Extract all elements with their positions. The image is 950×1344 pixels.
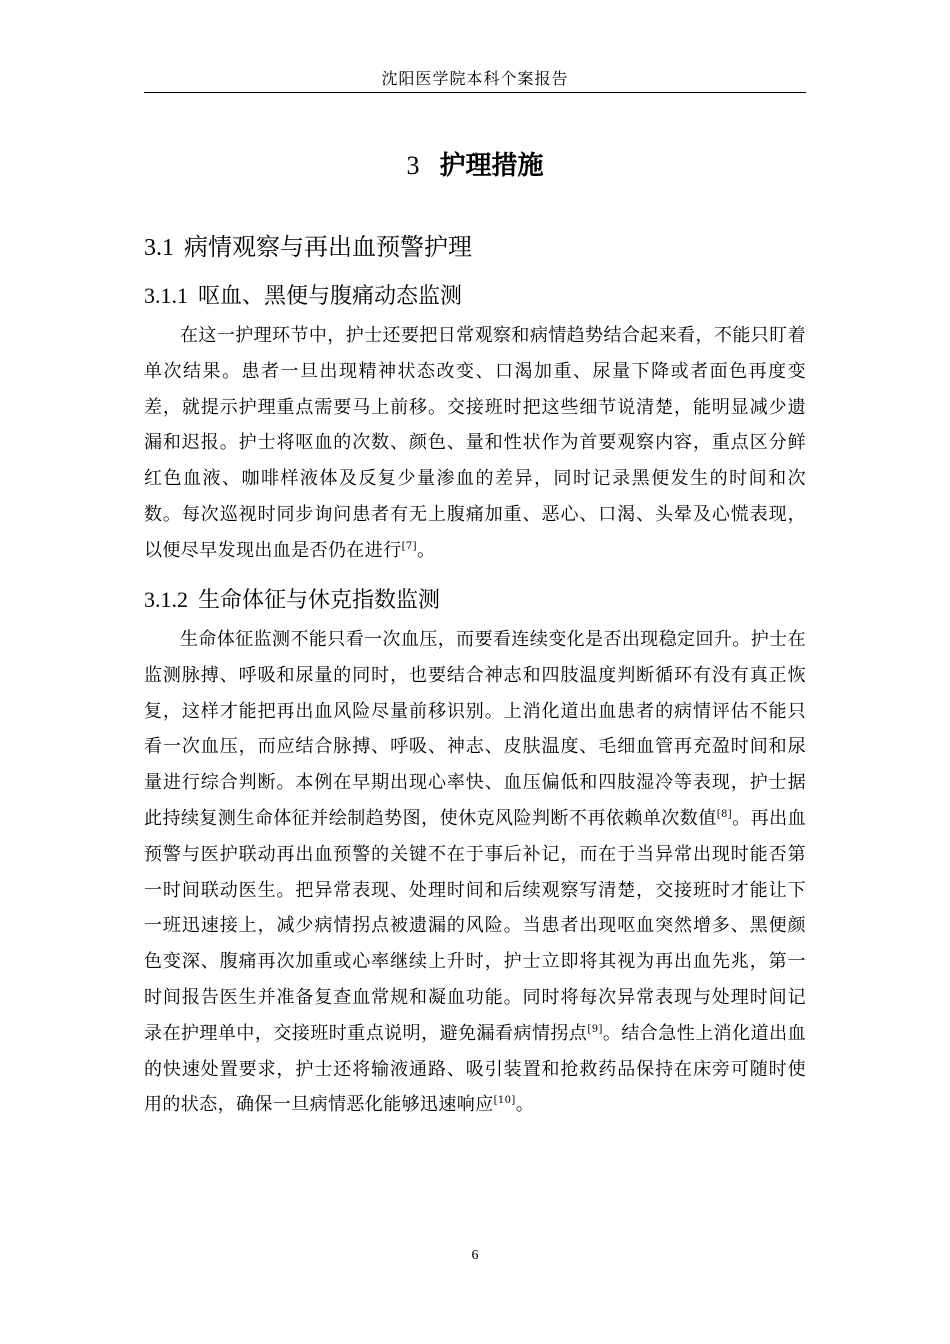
chapter-title-text: 护理措施	[439, 151, 544, 181]
text-segment: 生命体征监测不能只看一次血压，而要看连续变化是否出现稳定回升。护士在监测脉搏、呼吸和尿量的同时，也要结合神志和四肢温度判断循环有没有真正恢复，这样才能把再出血风险尽量前移识别。上消化道出血患者的病情评估不能只看一次血压，而应结合脉搏、呼吸、神志、皮肤温度、毛细血管再充盈时间和尿量进行综合判断。本例在早期出现心率快、血压偏低和四肢湿冷等表现，护士据此持续复测生命体征并绘制趋势图，使休克风险判断不再依赖单次数值	[144, 629, 806, 829]
citation-ref: [9]	[587, 1023, 603, 1035]
subsection-title: 生命体征与休克指数监测	[198, 588, 441, 613]
paragraph-2	[144, 622, 806, 1123]
section-number: 3.1	[144, 235, 174, 261]
text-segment: 。再出血预警与医护联动再出血预警的关键不在于事后补记，而在于当异常出现时能否第一时间联动医生。把异常表现、处理时间和后续观察写清楚，交接班时才能让下一班迅速接上，减少病情拐点被遗漏的风险。当患者出现呕血突然增多、黑便颜色变深、腹痛再次加重或心率继续上升时，护士立即将其视为再出血先兆，第一时间报告医生并准备复查血常规和凝血功能。同时将每次异常表现与处理时间记录在护理单中，交接班时重点说明，避免漏看病情拐点	[144, 807, 806, 1044]
text-segment: 。结合急性上消化道出血的快速处置要求，护士还将输液通路、吸引装置和抢救药品保持在床旁可随时使用的状态，确保一旦病情恶化能够迅速响应	[144, 1022, 806, 1116]
subsection-heading-1	[144, 280, 806, 313]
page-number: 6	[471, 1248, 479, 1263]
section-title: 病情观察与再出血预警护理	[184, 233, 472, 261]
chapter-number: 3	[406, 151, 420, 180]
section-heading	[144, 230, 806, 265]
subsection-number: 3.1.2	[144, 587, 188, 612]
citation-ref: [8]	[716, 808, 733, 820]
citation-ref: [10]	[493, 1095, 516, 1107]
text-segment: 。	[416, 539, 436, 561]
subsection-number: 3.1.1	[144, 283, 188, 308]
paragraph-1	[144, 318, 806, 569]
citation-ref: [7]	[401, 540, 417, 552]
header-rule	[144, 92, 806, 93]
text-segment: 在这一护理环节中，护士还要把日常观察和病情趋势结合起来看，不能只盯着单次结果。患者一旦出现精神状态改变、口渴加重、尿量下降或者面色再度变差，就提示护理重点需要马上前移。交接班时把这些细节说清楚，能明显减少遗漏和迟报。护士将呕血的次数、颜色、量和性状作为首要观察内容，重点区分鲜红色血液、咖啡样液体及反复少量渗血的差异，同时记录黑便发生的时间和次数。每次巡视时同步询问患者有无上腹痛加重、恶心、口渴、头晕及心慌表现，以便尽早发现出血是否仍在进行	[144, 325, 806, 561]
running-header: 沈阳医学院本科个案报告	[381, 69, 569, 88]
subsection-title: 呕血、黑便与腹痛动态监测	[198, 284, 463, 309]
text-segment: 。	[515, 1094, 535, 1116]
chapter-title	[144, 146, 806, 186]
subsection-heading-2	[144, 584, 806, 617]
